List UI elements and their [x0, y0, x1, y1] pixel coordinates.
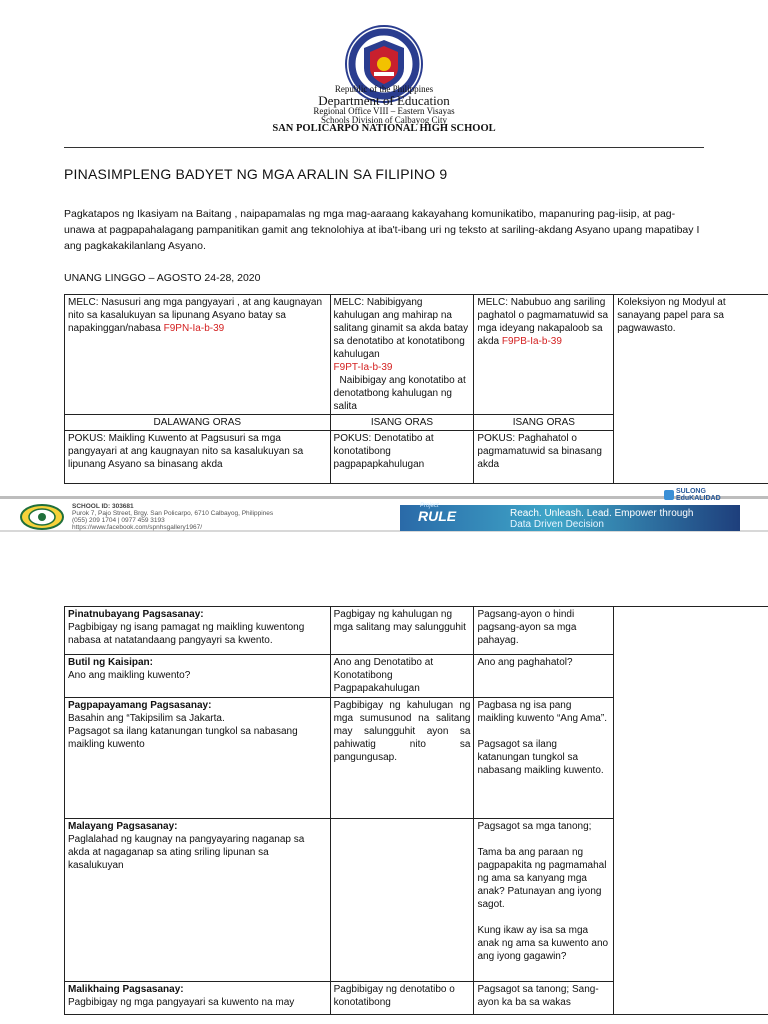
melc-code: F9PB-Ia-b-39	[501, 336, 562, 347]
activities-table	[64, 606, 768, 1015]
rule-logo: RULE	[418, 508, 457, 524]
table-row	[65, 607, 768, 655]
pokus-cell: POKUS: Maikling Kuwento at Pagsusuri sa mga pangyayari at ang kaugnayan nito sa kasalukuyan sa lipunang Asyano sa binasang akda	[65, 431, 331, 484]
sulong-icon	[664, 490, 674, 500]
table-row	[65, 295, 768, 415]
activity-cell: Pagbibigay ng kahulugan ng mga sumusunod na salitang may salungguhit ayon sa pahiwatig nito sa pangungusap.	[330, 698, 474, 819]
intro-paragraph: Pagkatapos ng Ikasiyam na Baitang , naipapamalas ng mga mag-aaraang kakayahang komunikatibo, mapanuring pag-iisip, at pag-unawa at pagpapahalagang pampanitikan gamit ang teknolohiya at iba't-ibang uri ng teksto at sariling-akdang Asyano upang mapatibay I ang pagkakakilanlang Asyano.	[64, 208, 700, 252]
activity-cell: Butil ng Kaisipan: Ano ang maikling kuwento?	[65, 655, 331, 698]
sulong-edukalidad-logo: SULONG EduKALIDAD	[664, 488, 721, 502]
materials-cell: Koleksiyon ng Modyul at sanayang papel para sa pagwawasto.	[614, 295, 768, 484]
header-division: Schools Division of Calbayog City	[321, 115, 447, 125]
activity-cell: Pagsang-ayon o hindi pagsang-ayon sa mga pahayag.	[474, 607, 614, 655]
time-cell: DALAWANG ORAS	[65, 415, 331, 431]
header-republic: Republic of the Philippines	[334, 84, 434, 94]
activity-cell: Pagbigay ng kahulugan ng mga salitang may salungguhit	[330, 607, 474, 655]
activity-cell: Pagsagot sa mga tanong; Tama ba ang paraan ng pagpapakita ng pagmamahal ng ama sa kanyang mga anak? Patunayan ang iyong sagot. Kung ikaw ay isa sa mga anak ng ama sa kuwento ano ang iyong gagawin?	[474, 819, 614, 982]
activity-cell: Pinatnubayang Pagsasanay: Pagbibigay ng isang pamagat ng maikling kuwentong nabasa at natatandaang pangyayri sa kwento.	[65, 607, 331, 655]
footer-contact: SCHOOL ID: 303681 Purok 7, Pajo Street, Brgy. San Policarpo, 6710 Calbayog, Philippines (055) 209 1704 | 0977 459 3193 https://www.facebook.com/spnhsgallery1967/	[72, 503, 274, 531]
header-region: Regional Office VIII – Eastern Visayas	[313, 106, 455, 116]
time-cell: ISANG ORAS	[330, 415, 474, 431]
pokus-cell: POKUS: Paghahatol o pagmamatuwid sa binasang akda	[474, 431, 614, 484]
melc-cell: MELC: Nabubuo ang sariling paghatol o pagmamatuwid sa mga ideyang nakapaloob sa akda F9PB-Ia-b-39	[474, 295, 614, 415]
activity-cell: Pagbasa ng isa pang maikling kuwento “Ang Ama”. Pagsagot sa ilang katanungan tungkol sa nabasang maikling kuwento.	[474, 698, 614, 819]
header-divider	[64, 147, 704, 148]
document-title: PINASIMPLENG BADYET NG MGA ARALIN SA FILIPINO 9	[64, 166, 448, 182]
melc-cell: MELC: Nabibigyang kahulugan ang mahirap na salitang ginamit sa akda batay sa denotatibo at konotatibong kahulugan F9PT-Ia-b-39 Naibibigay ang konotatibo at denotatbong kahulugan ng salita	[330, 295, 474, 415]
melc-code: F9PT-Ia-b-39	[333, 362, 393, 373]
activity-cell: Pagpapayamang Pagsasanay: Basahin ang “Takipsilim sa Jakarta. Pagsagot sa ilang katanungan tungkol sa nabasang maikling kuwento	[65, 698, 331, 819]
melc-cell: MELC: Nasusuri ang mga pangyayari , at ang kaugnayan nito sa kasalukuyan sa lipunang Asyano batay sa napakinggan/nabasa F9PN-Ia-b-39	[65, 295, 331, 415]
activity-cell	[330, 819, 474, 982]
activity-cell: Ano ang Denotatibo at Konotatibong Pagpapakahulugan	[330, 655, 474, 698]
activity-cell: Ano ang paghahatol?	[474, 655, 614, 698]
school-logo-icon	[20, 504, 64, 530]
activity-cell: Malayang Pagsasanay: Paglalahad ng kaugnay na pangyayaring naganap sa akda at nagaganap sa ating sriling lipunan sa kasalukuyan	[65, 819, 331, 982]
footer-band-top	[0, 496, 768, 499]
budget-table-week1	[64, 294, 768, 484]
empty-cell	[614, 607, 768, 1015]
activity-cell: Malikhaing Pagsasanay: Pagbibigay ng mga pangyayari sa kuwento na may	[65, 982, 331, 1015]
melc-code: F9PN-Ia-b-39	[163, 323, 225, 334]
activity-cell: Pagsagot sa tanong; Sang-ayon ka ba sa wakas	[474, 982, 614, 1015]
week-heading: UNANG LINGGO – AGOSTO 24-28, 2020	[64, 272, 261, 284]
time-cell: ISANG ORAS	[474, 415, 614, 431]
header-school: SAN POLICARPO NATIONAL HIGH SCHOOL	[272, 123, 496, 134]
pokus-cell: POKUS: Denotatibo at konotatibong pagpapapkahulugan	[330, 431, 474, 484]
project-label: Project	[420, 503, 439, 509]
rule-tagline: Reach. Unleash. Lead. Empower through Data Driven Decision	[510, 508, 694, 530]
activity-cell: Pagbibigay ng denotatibo o konotatibong	[330, 982, 474, 1015]
header-department: Department of Education	[318, 93, 450, 108]
